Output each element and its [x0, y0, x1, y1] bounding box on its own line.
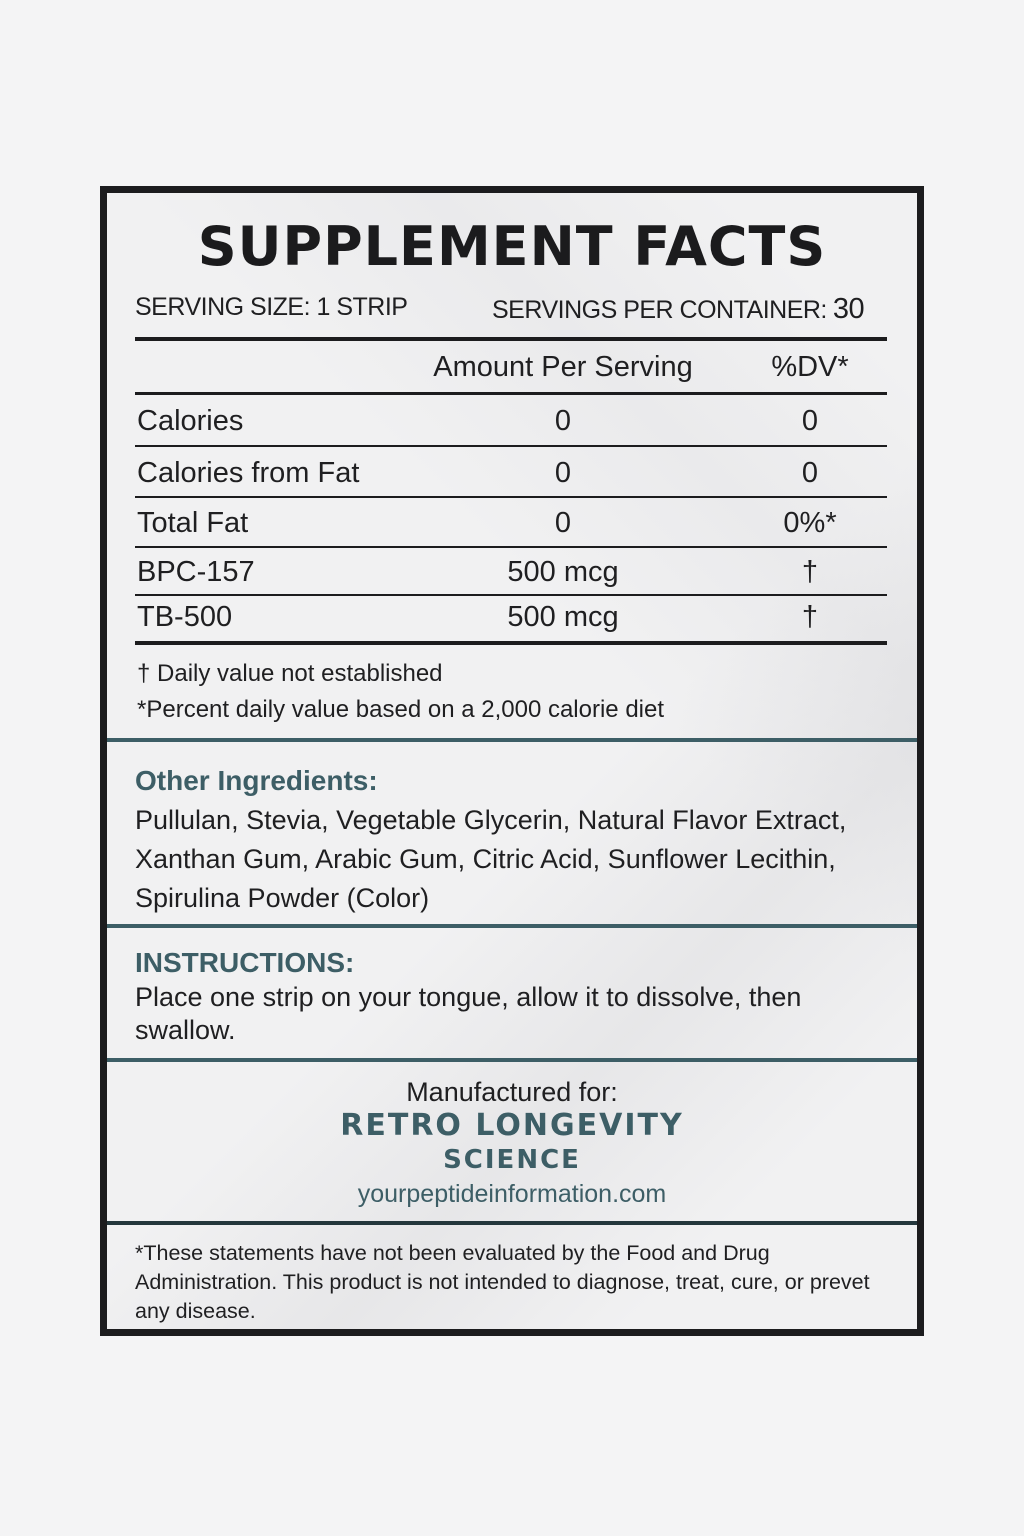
manufactured-for-label: Manufactured for:: [406, 1077, 618, 1107]
row-rule: [135, 445, 887, 447]
row-name-bpc-157: BPC-157: [137, 556, 255, 588]
footnote-percent-dv: *Percent daily value based on a 2,000 calorie diet: [137, 696, 665, 723]
brand-name: [107, 1108, 917, 1175]
row-amount-text: 0: [554, 405, 572, 437]
row-rule: [135, 594, 887, 596]
servings-per-container: [492, 293, 864, 326]
row-name-total-fat: Total Fat: [137, 507, 249, 539]
serving-size: SERVING SIZE: 1 STRIP: [135, 293, 408, 321]
other-ingredients-heading: Other Ingredients:: [135, 765, 378, 796]
manufacturer-website-link[interactable]: yourpeptideinformation.com: [357, 1180, 667, 1208]
row-dv-text: †: [801, 601, 819, 633]
instructions-heading: INSTRUCTIONS:: [135, 947, 355, 978]
row-name-calories: Calories: [137, 405, 244, 437]
row-dv-text: 0%*: [783, 507, 837, 539]
table-header-rule: [135, 392, 887, 395]
row-name-calories-from-fat: Calories from Fat: [137, 457, 360, 489]
table-top-rule: [135, 337, 887, 341]
section-divider: [107, 924, 917, 928]
section-divider: [107, 738, 917, 742]
row-dv-text: 0: [801, 405, 819, 437]
row-amount-text: 500 mcg: [507, 556, 619, 588]
brand-name-line1: RETRO LONGEVITY: [340, 1108, 684, 1143]
row-amount-text: 0: [554, 457, 572, 489]
header-dv-text: %DV*: [771, 351, 849, 383]
table-bottom-rule: [135, 641, 887, 645]
other-ingredients-text: Pullulan, Stevia, Vegetable Glycerin, Natural Flavor Extract, Xanthan Gum, Arabic Gum, Citric Acid, Sunflower Lecithin, Spirulina Powder (Color): [135, 805, 847, 913]
brand-name-line2: SCIENCE: [443, 1145, 581, 1175]
servings-per-container-value: 30: [832, 293, 865, 325]
fda-disclaimer: *These statements have not been evaluated by the Food and Drug Administration. This product is not intended to diagnose, treat, cure, or prevet any disease.: [135, 1241, 870, 1323]
section-divider: [107, 1058, 917, 1062]
row-rule: [135, 496, 887, 498]
supplement-facts-label: [100, 186, 924, 1336]
row-amount-text: 500 mcg: [507, 601, 619, 633]
row-name-tb-500: TB-500: [137, 601, 233, 633]
row-amount-text: 0: [554, 507, 572, 539]
label-title: SUPPLEMENT FACTS: [197, 215, 827, 278]
section-divider: [107, 1221, 917, 1225]
header-amount-text: Amount Per Serving: [433, 351, 693, 383]
row-dv-text: 0: [801, 457, 819, 489]
servings-per-container-label: SERVINGS PER CONTAINER:: [492, 296, 827, 324]
instructions-text: Place one strip on your tongue, allow it to dissolve, then swallow.: [135, 982, 802, 1045]
footnote-dagger: † Daily value not established: [137, 660, 443, 687]
row-dv-text: †: [801, 556, 819, 588]
row-rule: [135, 546, 887, 548]
